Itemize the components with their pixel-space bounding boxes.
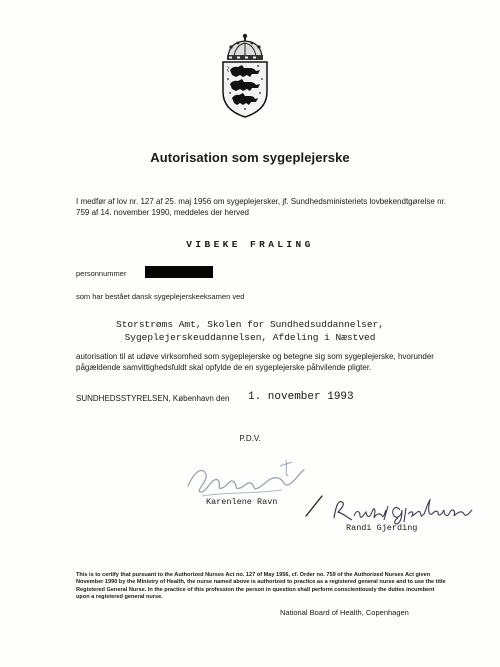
document-title: Autorisation som sygeplejerske bbox=[150, 150, 350, 165]
signatory-2-name: Randi Gjerding bbox=[346, 523, 418, 533]
authorization-paragraph: autorisation til at udøve virksomhed som sygeplejerske og betegne sig som sygeplejerske, hvorunder pågældende samvittighedsfuldt skal opfylde de en sygeplejerske påhvilende pligter. bbox=[76, 352, 434, 372]
passed-exam-text: som har bestået dansk sygeplejerskeeksamen ved bbox=[76, 292, 245, 301]
school-line-1: Storstrøms Amt, Skolen for Sundhedsuddannelser, bbox=[116, 319, 384, 330]
signature-randi-gjerding bbox=[330, 496, 488, 526]
school-line-2: Sygeplejerskeuddannelsen, Afdeling i Næstved bbox=[124, 332, 376, 343]
signatory-1-name: Karenlene Ravn bbox=[206, 497, 278, 507]
pdv-label: P.D.V. bbox=[239, 434, 261, 443]
personnummer-label: personnummer bbox=[76, 269, 127, 278]
english-certification: This is to certify that pursuant to the Authorized Nurses Act no. 127 of May 1956, cf. Order no. 759 of the Authorized Nurses Act given November 1990 by the Ministry of Health, the nurse named above is authorized to practice as a registered general nurse and to use the title Registered General Nurse. In the practice of this profession the person in question shall perform conscientiously the duties incumbent upon a registered general nurse. bbox=[76, 572, 446, 601]
personnummer-redaction bbox=[145, 266, 213, 278]
intro-paragraph: I medfør af lov nr. 127 af 25. maj 1956 om sygeplejersker, jf. Sundhedsministeriets lovbekendtgørelse nr. 759 af 14. november 1990, meddeles der herved bbox=[76, 197, 446, 217]
issue-date: 1. november 1993 bbox=[248, 391, 354, 403]
issuer-line: SUNDHEDSSTYRELSEN, København den bbox=[76, 394, 230, 403]
separator-slash bbox=[298, 494, 328, 518]
national-board-line: National Board of Health, Copenhagen bbox=[280, 608, 409, 617]
signature-karenlene-ravn bbox=[182, 456, 312, 502]
school-name bbox=[0, 318, 500, 344]
danish-coat-of-arms-icon bbox=[218, 32, 272, 118]
holder-name: VIBEKE FRALING bbox=[186, 239, 314, 250]
